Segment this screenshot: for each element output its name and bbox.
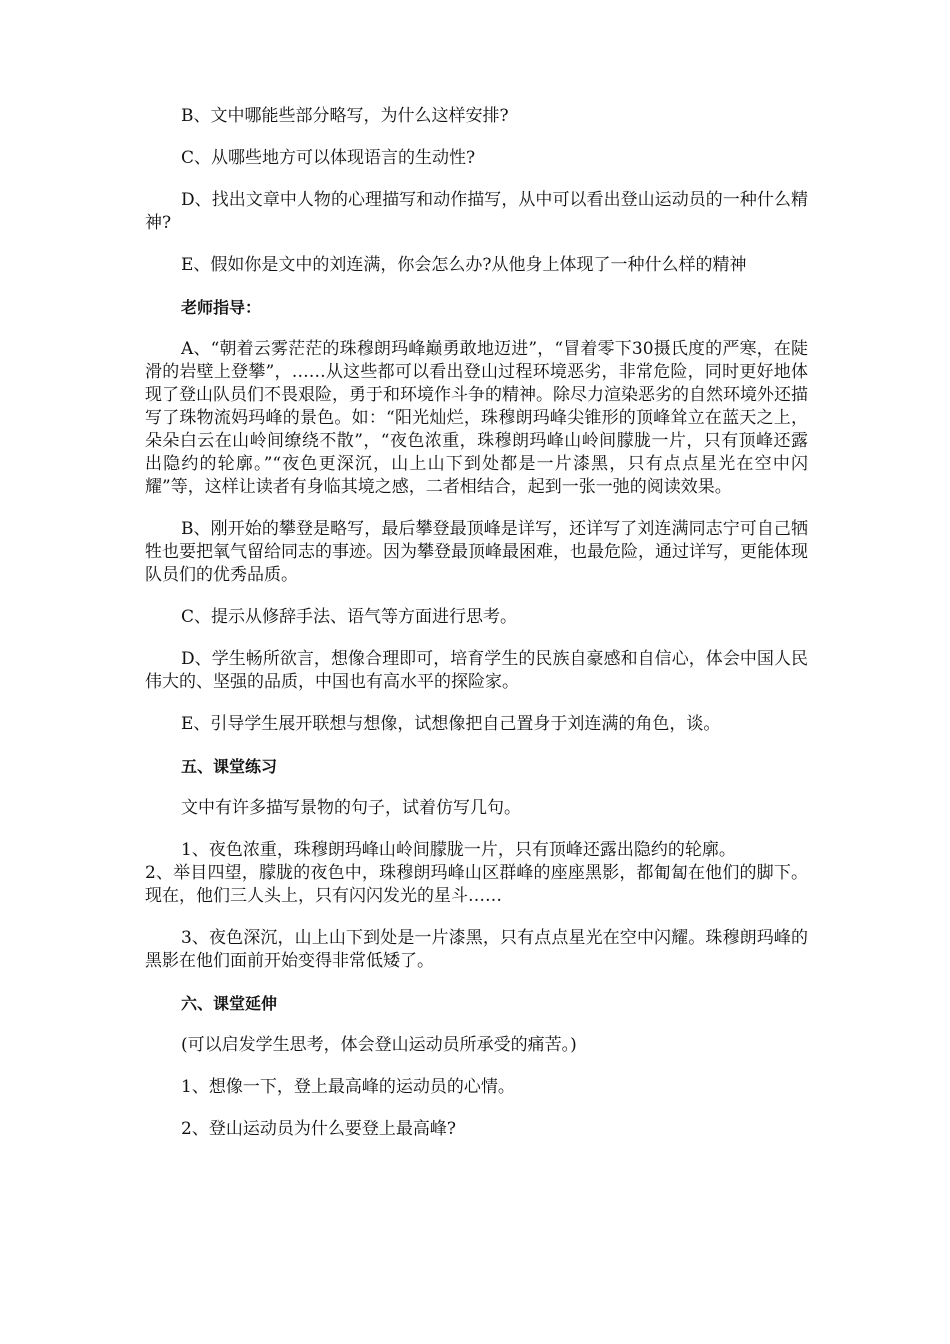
guidance-heading: 老师指导： [181,298,262,317]
practice-item-1: 1、夜色浓重，珠穆朗玛峰山岭间朦胧一片，只有顶峰还露出隐约的轮廓。 [181,840,736,860]
practice-item-3: 3、夜色深沉，山上山下到处是一片漆黑，只有点点星光在空中闪耀。珠穆朗玛峰的黑影在他们面前开始变得非常低矮了。 [145,928,808,971]
extension-item-2: 2、登山运动员为什么要登上最高峰? [181,1119,456,1139]
question-d: D、找出文章中人物的心理描写和动作描写，从中可以看出登山运动员的一种什么精神? [145,190,808,233]
section5-heading: 五、课堂练习 [181,757,278,776]
section5-intro: 文中有许多描写景物的句子，试着仿写几句。 [181,798,521,818]
section6-heading: 六、课堂延伸 [181,994,278,1013]
extension-item-1: 1、想像一下，登上最高峰的运动员的心情。 [181,1077,515,1097]
question-e: E、假如你是文中的刘连满，你会怎么办?从他身上体现了一种什么样的精神 [181,255,747,275]
guidance-d: D、学生畅所欲言，想像合理即可，培育学生的民族自豪感和自信心，体会中国人民伟大的、坚强的品质，中国也有高水平的探险家。 [145,649,808,692]
guidance-b: B、刚开始的攀登是略写，最后攀登最顶峰是详写，还详写了刘连满同志宁可自己牺牲也要把氧气留给同志的事迹。因为攀登最顶峰最困难，也最危险，通过详写，更能体现队员们的优秀品质。 [145,519,808,585]
guidance-a: A、“朝着云雾茫茫的珠穆朗玛峰巅勇敢地迈进”，“冒着零下30摄氏度的严寒，在陡滑的岩壁上登攀”，……从这些都可以看出登山过程环境恶劣，非常危险，同时更好地体现了登山队员们不畏艰险，勇于和环境作斗争的精神。除尽力渲染恶劣的自然环境外还描写了珠物流妈玛峰的景色。如：“阳光灿烂，珠穆朗玛峰尖锥形的顶峰耸立在蓝天之上，朵朵白云在山岭间缭绕不散”，“夜色浓重，珠穆朗玛峰山岭间朦胧一片，只有顶峰还露出隐约的轮廓。”“夜色更深沉，山上山下到处都是一片漆黑，只有点点星光在空中闪耀”等，这样让读者有身临其境之感，二者相结合，起到一张一弛的阅读效果。 [145,339,808,497]
document-page [145,105,808,1160]
section6-intro: (可以启发学生思考，体会登山运动员所承受的痛苦。) [181,1035,577,1055]
practice-item-2: 2、举目四望，朦胧的夜色中，珠穆朗玛峰山区群峰的座座黑影，都匍匐在他们的脚下。现在，他们三人头上，只有闪闪发光的星斗…… [145,863,808,906]
guidance-c: C、提示从修辞手法、语气等方面进行思考。 [181,607,518,627]
guidance-e: E、引导学生展开联想与想像，试想像把自己置身于刘连满的角色，谈。 [181,714,721,734]
question-b: B、文中哪能些部分略写，为什么这样安排? [181,106,509,126]
question-c: C、从哪些地方可以体现语言的生动性? [181,148,476,168]
section5-items-1-2 [145,839,808,908]
